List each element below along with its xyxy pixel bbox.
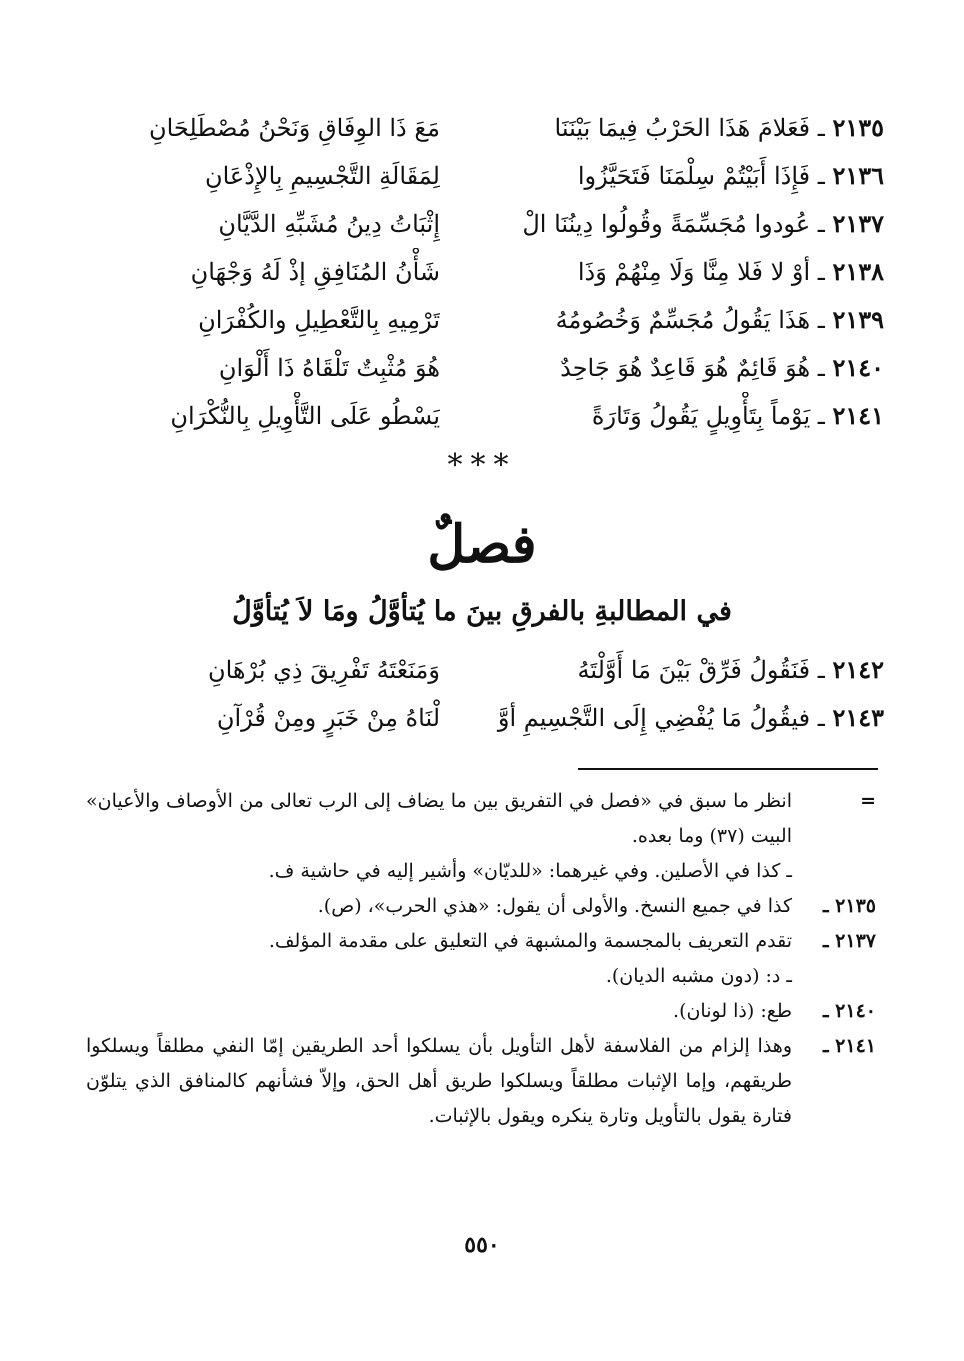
verse-block-bottom	[80, 646, 884, 742]
footnote	[86, 784, 876, 854]
verse-row	[80, 694, 884, 742]
verse-number: ٢١٤٣	[832, 703, 884, 732]
footnote-text: ـ كذا في الأصلين. وفي غيرهما: «للديّان» وأشير إليه في حاشية ف.	[268, 860, 792, 882]
footnote-marker: ٢١٤١ ـ	[822, 1035, 876, 1057]
verse-first-text: يَوْماً بِتَأْوِيلٍ يَقُولُ وَتَارَةً	[591, 402, 811, 430]
verse-number: ٢١٤٢	[832, 655, 884, 684]
verse-number: ٢١٣٩	[832, 305, 884, 334]
verse-row	[80, 152, 884, 200]
footnote	[86, 1029, 876, 1134]
footnote	[86, 889, 876, 924]
verse-first-text: أوْ لا فَلا مِنَّا وَلَا مِنْهُمْ وَذَا	[577, 258, 811, 286]
verse-row	[80, 344, 884, 392]
verse-number: ٢١٣٦	[832, 161, 884, 190]
footnote-text: كذا في جميع النسخ. والأولى أن يقول: «هذي الحرب»، (ص).	[317, 895, 792, 917]
verse-second-hemistich: وَمَنَعْتَهُ تَفْرِيقَ ذِي بُرْهَانِ	[207, 656, 440, 684]
verse-first-text: هَذَا يَقُولُ مُجَسِّمٌ وَخُصُومُهُ	[555, 306, 811, 334]
verse-row	[80, 200, 884, 248]
verse-second-hemistich: شَأْنُ المُنَافِقِ إذْ لَهُ وَجْهَانِ	[190, 258, 440, 286]
section-separator-stars: ***	[447, 448, 517, 483]
verse-row	[80, 104, 884, 152]
page-number: ٥٥٠	[464, 1232, 500, 1258]
footnote-marker: ٢١٣٧ ـ	[822, 930, 876, 952]
footnote	[86, 959, 876, 994]
verse-first-text: فَنَقُولُ فَرِّقْ بَيْنَ مَا أَوَّلْتَهُ	[577, 656, 811, 684]
verse-first-text: عُودوا مُجَسِّمَةً وقُولُوا دِينُنَا الْ	[522, 210, 811, 238]
footnote-text: تقدم التعريف بالمجسمة والمشبهة في التعليق على مقدمة المؤلف.	[268, 930, 792, 952]
verse-block-top	[80, 104, 884, 440]
verse-number: ٢١٣٥	[832, 113, 884, 142]
verse-first-hemistich: ٢١٣٩ ـ هَذَا يَقُولُ مُجَسِّمٌ وَخُصُومُهُ	[555, 305, 884, 334]
verse-number: ٢١٣٧	[832, 209, 884, 238]
verse-first-hemistich: ٢١٣٧ ـ عُودوا مُجَسِّمَةً وقُولُوا دِينُنَا الْ	[522, 209, 884, 238]
footnote	[86, 854, 876, 889]
footnote-marker: ٢١٣٥ ـ	[822, 895, 876, 917]
footnote-text: ـ د: (دون مشبه الديان).	[605, 965, 792, 987]
verse-second-hemistich: إِثْبَاتُ دِينُ مُشَبِّهِ الدَّيَّانِ	[218, 210, 440, 238]
footnote-marker: =	[860, 790, 876, 812]
verse-first-text: فَعَلامَ هَذَا الحَرْبُ فِيمَا بَيْنَنَا	[554, 114, 811, 142]
verse-number: ٢١٤٠	[832, 353, 884, 382]
verse-row	[80, 646, 884, 694]
verse-first-hemistich: ٢١٤١ ـ يَوْماً بِتَأْوِيلٍ يَقُولُ وَتَارَةً	[591, 401, 884, 430]
verse-row	[80, 296, 884, 344]
verse-first-hemistich: ٢١٣٦ ـ فَإِذَا أَبَيْتُمْ سِلْمَنَا فَتَحَيَّزُوا	[577, 161, 884, 190]
verse-second-hemistich: هُوَ مُثْبِتٌ تَلْقَاهُ ذَا أَلْوَانِ	[218, 354, 440, 382]
verse-first-hemistich: ٢١٣٨ ـ أوْ لا فَلا مِنَّا وَلَا مِنْهُمْ وَذَا	[577, 257, 884, 286]
footnote-text: طع: (ذا لونان).	[673, 1000, 792, 1022]
verse-second-hemistich: لْنَاهُ مِنْ خَبَرٍ ومِنْ قُرْآنِ	[216, 704, 440, 732]
verse-second-hemistich: تَرْمِيهِ بِالتَّعْطِيلِ والكُفْرَانِ	[198, 306, 440, 334]
verse-first-hemistich: ٢١٤٢ ـ فَنَقُولُ فَرِّقْ بَيْنَ مَا أَوَّلْتَهُ	[577, 655, 884, 684]
footnote-divider	[578, 768, 878, 770]
footnote-marker	[792, 959, 876, 994]
footnote-text: وهذا إلزام من الفلاسفة لأهل التأويل بأن يسلكوا أحد الطريقين إمّا النفي مطلقاً ويسلكوا طريقهم، وإما الإثبات مطلقاً ويسلكوا طريق أهل الحق، وإلاّ فشأنهم كالمنافق الذي يتلوّن فتارة يقول بالتأويل وتارة ينكره ويقول بالإثبات.	[86, 1035, 792, 1127]
verse-first-hemistich: ٢١٤٣ ـ فيقُولُ مَا يُفْضِي إِلَى التَّجْسِيمِ أوَّ	[497, 703, 884, 732]
section-title: فصلٌ	[427, 514, 537, 575]
verse-first-hemistich: ٢١٣٥ ـ فَعَلامَ هَذَا الحَرْبُ فِيمَا بَيْنَنَا	[554, 113, 884, 142]
verse-first-text: فَإِذَا أَبَيْتُمْ سِلْمَنَا فَتَحَيَّزُوا	[577, 162, 811, 190]
footnote-marker: ٢١٤٠ ـ	[822, 1000, 876, 1022]
verse-second-hemistich: يَسْطُو عَلَى التَّأْوِيلِ بِالنُّكْرَانِ	[170, 402, 440, 430]
footnote	[86, 994, 876, 1029]
verse-first-text: فيقُولُ مَا يُفْضِي إِلَى التَّجْسِيمِ أوَّ	[497, 704, 811, 732]
footnote	[86, 924, 876, 959]
verse-second-hemistich: لِمَقَالَةِ التَّجْسِيمِ بِالإِذْعَانِ	[204, 162, 440, 190]
section-subtitle: في المطالبةِ بالفرقِ بينَ ما يُتأوَّلُ ومَا لاَ يُتأوَّلُ	[232, 596, 732, 627]
verse-number: ٢١٤١	[832, 401, 884, 430]
verse-second-hemistich: مَعَ ذَا الوِفَاقِ وَنَحْنُ مُصْطَلِحَانِ	[148, 114, 440, 142]
footnote-marker	[792, 854, 876, 889]
verse-first-text: هُوَ قَائِمٌ هُوَ قَاعِدٌ هُوَ جَاحِدٌ	[560, 354, 811, 382]
verse-first-hemistich: ٢١٤٠ ـ هُوَ قَائِمٌ هُوَ قَاعِدٌ هُوَ جَاحِدٌ	[560, 353, 884, 382]
footnotes	[86, 784, 876, 1134]
verse-row	[80, 248, 884, 296]
footnote-text: انظر ما سبق في «فصل في التفريق بين ما يضاف إلى الرب تعالى من الأوصاف والأعيان» البيت (٣٧) وما بعده.	[86, 790, 792, 847]
verse-row	[80, 392, 884, 440]
verse-number: ٢١٣٨	[832, 257, 884, 286]
